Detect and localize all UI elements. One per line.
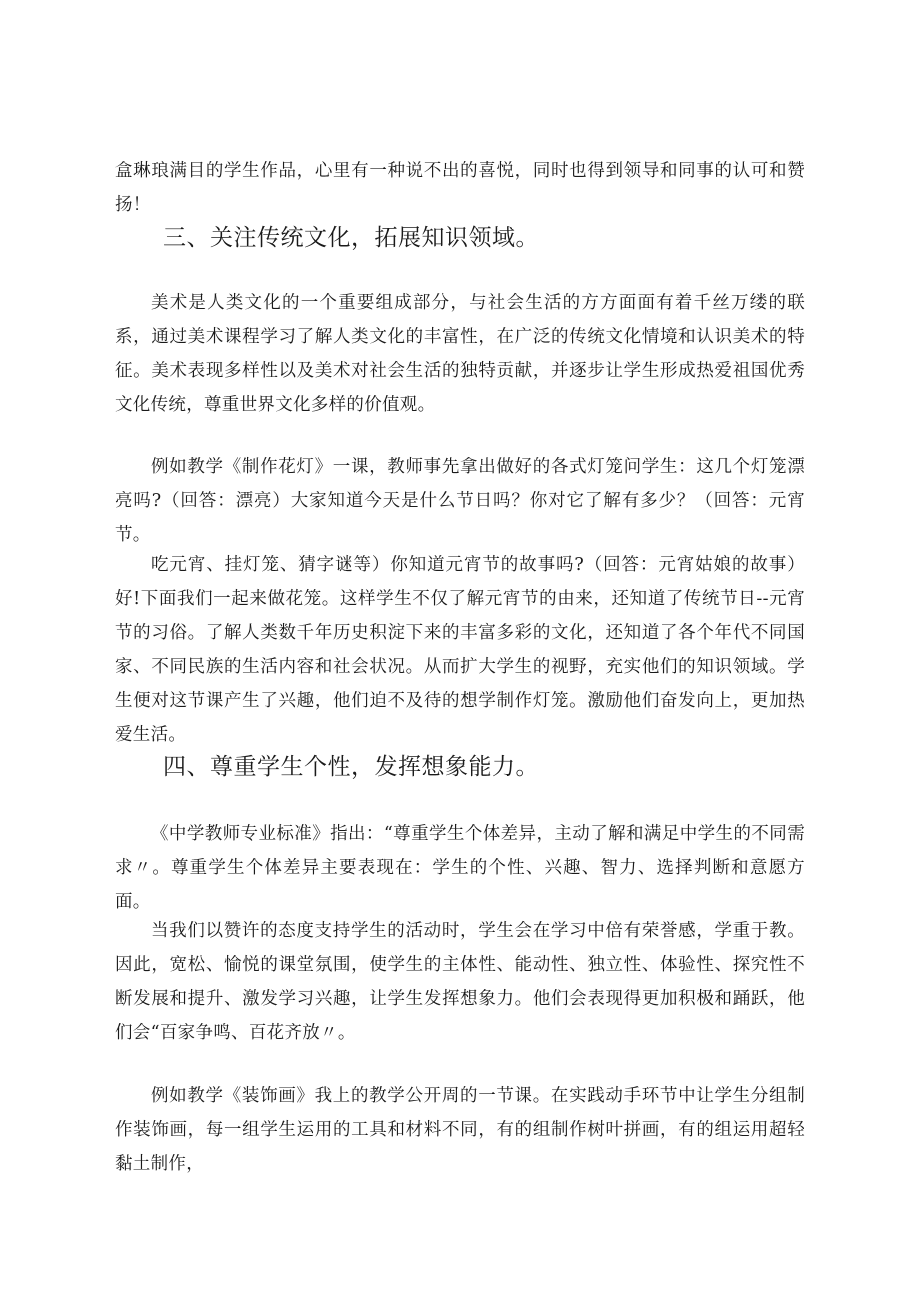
section-heading-3: 三、关注传统文化，拓展知识领域。 [163, 225, 539, 251]
paragraph-decoration-example: 例如教学《装饰画》我上的教学公开周的一节课。在实践动手环节中让学生分组制作装饰画，每一组学生运用的工具和材料不同，有的组制作树叶拼画，有的组运用超轻黏土制作， [115, 1086, 805, 1174]
paragraph-art-culture: 美术是人类文化的一个重要组成部分，与社会生活的方方面面有着千丝万缕的联系，通过美术课程学习了解人类文化的丰富性，在广泛的传统文化情境和认识美术的特征。美术表现多样性以及美术对社会生活的独特贡献，并逐步让学生形成热爱祖国优秀文化传统，尊重世界文化多样的价值观。 [115, 293, 805, 415]
paragraph-lantern-festival: 吃元宵、挂灯笼、猜字谜等）你知道元宵节的故事吗?（回答：元宵姑娘的故事）好!下面我们一起来做花笼。这样学生不仅了解元宵节的由来，还知道了传统节日--元宵节的习俗。了解人类数千年历史积淀下来的丰富多彩的文化，还知道了各个年代不同国家、不同民族的生活内容和社会状况。从而扩大学生的视野，充实他们的知识领域。学生便对这节课产生了兴趣，他们迫不及待的想学制作灯笼。激励他们奋发向上，更加热爱生活。 [115, 555, 805, 745]
paragraph-lantern-example: 例如教学《制作花灯》一课，教师事先拿出做好的各式灯笼问学生：这几个灯笼漂亮吗?（回答：漂亮）大家知道今天是什么节日吗？你对它了解有多少？（回答：元宵节。 [115, 457, 805, 545]
paragraph-continuation: 盒琳琅满目的学生作品，心里有一种说不出的喜悦，同时也得到领导和同事的认可和赞扬！ [115, 161, 805, 215]
section-heading-4: 四、尊重学生个性，发挥想象能力。 [163, 754, 539, 780]
paragraph-classroom-atmosphere: 当我们以赞许的态度支持学生的活动时，学生会在学习中倍有荣誉感，学重于教。因此，宽松、愉悦的课堂氛围，使学生的主体性、能动性、独立性、体验性、探究性不断发展和提升、激发学习兴趣，让学生发挥想象力。他们会表现得更加积极和踊跃，他们会“百家争鸣、百花齐放〃。 [115, 921, 805, 1043]
paragraph-teacher-standard: 《中学教师专业标准》指出：“尊重学生个体差异，主动了解和满足中学生的不同需求〃。尊重学生个体差异主要表现在：学生的个性、兴趣、智力、选择判断和意愿方面。 [115, 824, 805, 912]
